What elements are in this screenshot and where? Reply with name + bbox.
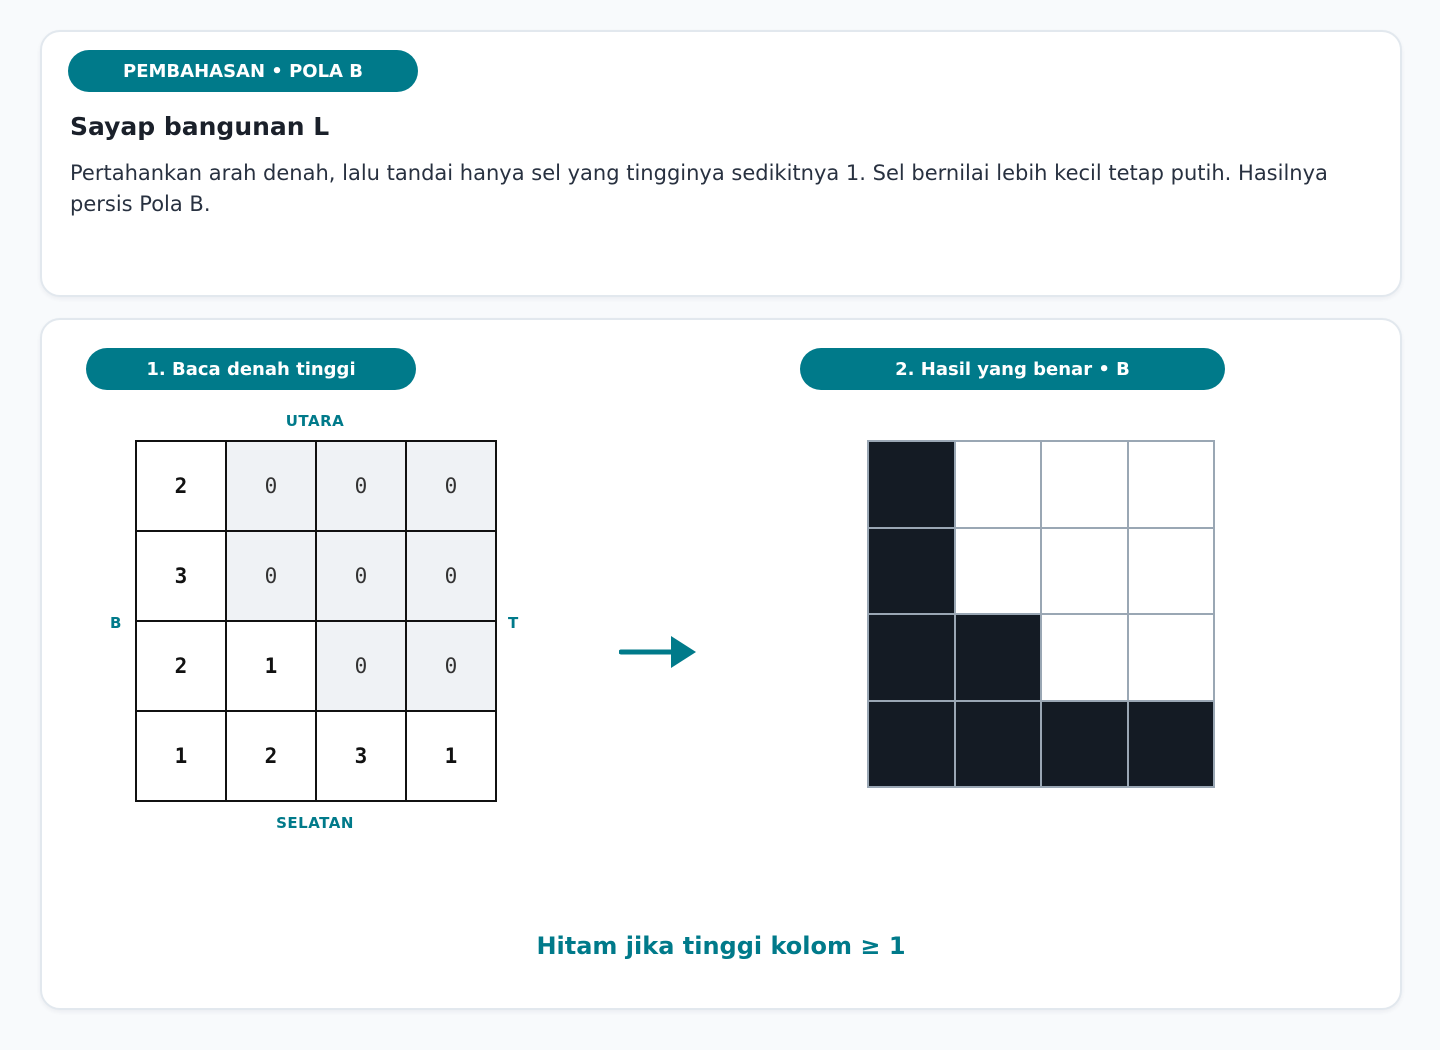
result-cell-empty xyxy=(1041,614,1128,701)
result-cell-filled xyxy=(868,528,955,615)
compass-north-label: UTARA xyxy=(285,412,345,430)
compass-south-label: SELATAN xyxy=(276,814,354,832)
result-pattern-grid xyxy=(867,440,1215,788)
height-cell: 2 xyxy=(226,711,316,801)
height-cell: 0 xyxy=(406,441,496,531)
result-cell-empty xyxy=(1128,528,1215,615)
height-map-grid xyxy=(135,440,497,802)
explanation-card xyxy=(40,30,1402,297)
height-cell: 1 xyxy=(136,711,226,801)
result-cell-empty xyxy=(1128,441,1215,528)
section-tag: PEMBAHASAN • POLA B xyxy=(68,50,418,92)
result-cell-filled xyxy=(868,614,955,701)
compass-east-label: T xyxy=(508,614,519,632)
step2-label: 2. Hasil yang benar • B xyxy=(800,348,1225,390)
result-cell-empty xyxy=(1041,528,1128,615)
result-cell-filled xyxy=(1128,701,1215,788)
result-cell-empty xyxy=(1041,441,1128,528)
height-cell: 0 xyxy=(226,441,316,531)
arrow-right-icon xyxy=(619,634,699,674)
result-cell-filled xyxy=(1041,701,1128,788)
result-cell-empty xyxy=(955,441,1042,528)
solution-card xyxy=(40,318,1402,1010)
height-cell: 0 xyxy=(226,531,316,621)
height-cell: 0 xyxy=(316,621,406,711)
page-title: Sayap bangunan L xyxy=(70,112,330,141)
compass-west-label: B xyxy=(110,614,122,632)
height-cell: 1 xyxy=(406,711,496,801)
height-cell: 3 xyxy=(136,531,226,621)
height-cell: 0 xyxy=(316,531,406,621)
height-cell: 2 xyxy=(136,621,226,711)
step1-label: 1. Baca denah tinggi xyxy=(86,348,416,390)
height-cell: 2 xyxy=(136,441,226,531)
result-cell-filled xyxy=(868,701,955,788)
result-cell-empty xyxy=(1128,614,1215,701)
height-cell: 0 xyxy=(406,531,496,621)
height-cell: 3 xyxy=(316,711,406,801)
rule-caption: Hitam jika tinggi kolom ≥ 1 xyxy=(536,932,906,960)
height-cell: 0 xyxy=(316,441,406,531)
result-cell-filled xyxy=(955,701,1042,788)
height-cell: 1 xyxy=(226,621,316,711)
result-cell-filled xyxy=(955,614,1042,701)
height-cell: 0 xyxy=(406,621,496,711)
result-cell-empty xyxy=(955,528,1042,615)
result-cell-filled xyxy=(868,441,955,528)
description-text: Pertahankan arah denah, lalu tandai hanya sel yang tingginya sedikitnya 1. Sel bernilai lebih kecil tetap putih. Hasilnya persis Pola B. xyxy=(70,161,1328,216)
